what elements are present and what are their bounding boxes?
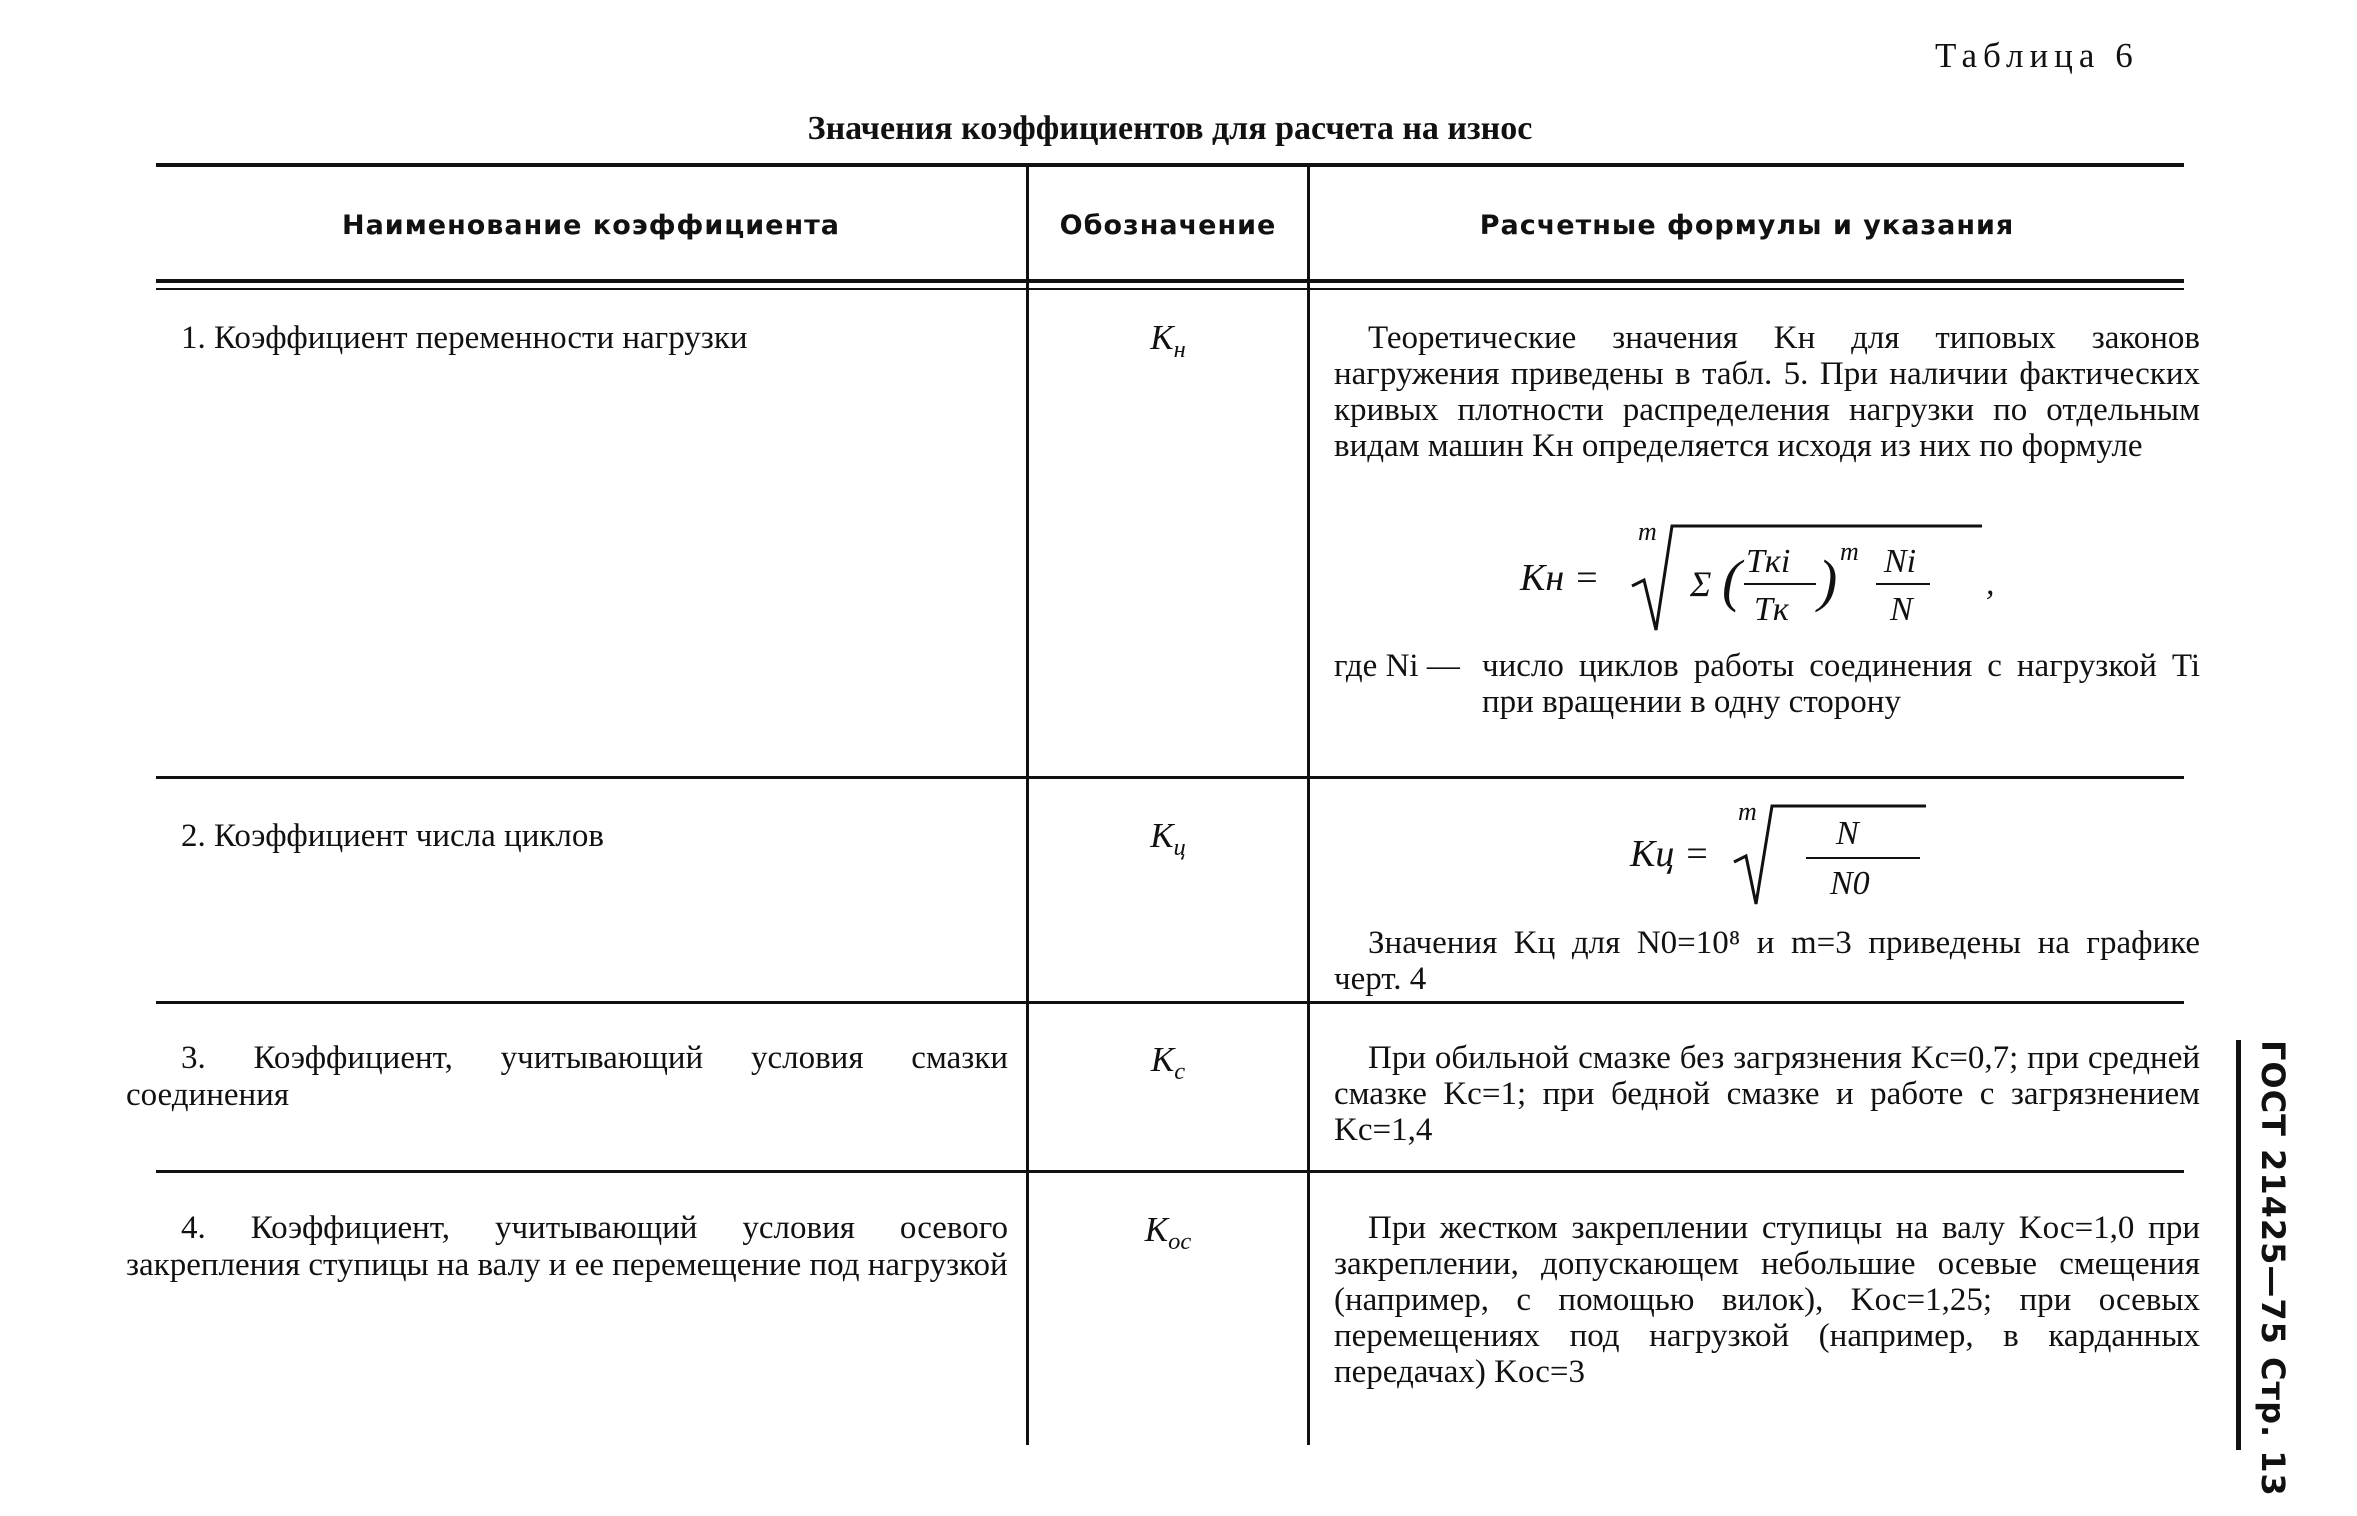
row1-where-text: число циклов работы соединения с нагрузкой Ti при вращении в одну сторону bbox=[1482, 648, 2200, 720]
row3-symbol: $K_с$ bbox=[1150, 1040, 1186, 1085]
row2-formula-denominator: N0 bbox=[1830, 865, 1870, 902]
row1-formula-lhs: Kн = bbox=[1520, 557, 1600, 599]
row1-where bbox=[1334, 648, 2200, 720]
table-number-label: Таблица 6 bbox=[1935, 36, 2139, 75]
row1-where-lead: где Ni — bbox=[1334, 648, 1460, 684]
table-title: Значения коэффициентов для расчета на износ bbox=[807, 110, 1533, 147]
row3-text: При обильной смазке без загрязнения Kс=0,7; при средней смазке Kс=1; при бедной смазке и работе с загрязнением Kс=1,4 bbox=[1334, 1040, 2200, 1148]
header-rule-thick bbox=[156, 279, 2184, 283]
side-caption: ГОСТ 21425—75 Стр. 13 bbox=[2254, 1040, 2292, 1497]
row4-text: При жестком закреплении ступицы на валу Kос=1,0 при закреплении, допускающем небольшие осевые смещения (например, с помощью вилок), Kос=1,25; при осевых перемещениях под нагрузкой (например, в карданных передачах) Kос=3 bbox=[1334, 1210, 2200, 1390]
row1-formula-close-paren: ) bbox=[1818, 548, 1838, 613]
row1-formula-tail: , bbox=[1986, 565, 1995, 602]
row2-name: 2. Коэффициент числа циклов bbox=[181, 818, 604, 854]
row1-formula-denominator: Tк bbox=[1754, 591, 1789, 628]
row1-formula-root-index: m bbox=[1638, 517, 1657, 546]
row2-formula-numerator: N bbox=[1836, 815, 1859, 852]
row1-formula-frac2-num: Ni bbox=[1884, 543, 1917, 580]
row2-formula bbox=[1630, 797, 1930, 920]
top-rule bbox=[156, 163, 2184, 167]
header-formulas: Расчетные формулы и указания bbox=[1479, 210, 2015, 241]
row1-formula-numerator: Tкi bbox=[1746, 543, 1791, 580]
row3-name: 3. Коэффициент, учитывающий условия смазки соединения bbox=[126, 1040, 1008, 1113]
row4-symbol: $K_{ос}$ bbox=[1144, 1210, 1192, 1255]
row4-name: 4. Коэффициент, учитывающий условия осевого закрепления ступицы на валу и ее перемещение под нагрузкой bbox=[126, 1210, 1008, 1283]
row1-formula-frac2-den: N bbox=[1890, 591, 1913, 628]
row1-name: 1. Коэффициент переменности нагрузки bbox=[181, 320, 748, 356]
row2-formula-lhs: Kц = bbox=[1630, 833, 1710, 875]
column-divider-2 bbox=[1307, 167, 1310, 1445]
row1-formula-sum: Σ bbox=[1690, 564, 1712, 604]
side-caption-bar bbox=[2236, 1040, 2241, 1450]
row1-radical-sign bbox=[1632, 526, 1982, 630]
row-divider-3 bbox=[156, 1170, 2184, 1173]
row1-formula-graphic bbox=[1520, 517, 2000, 640]
row1-formula bbox=[1520, 517, 2000, 650]
header-name: Наименование коэффициента bbox=[341, 210, 841, 241]
row1-text: Теоретические значения Kн для типовых законов нагружения приведены в табл. 5. При наличии фактических кривых плотности распределения нагрузки по отдельным видам машин Kн определяется исходя из них по формуле bbox=[1334, 320, 2200, 464]
header-symbol: Обозначение bbox=[1059, 210, 1277, 241]
row2-text: Значения Kц для N0=10⁸ и m=3 приведены на графике черт. 4 bbox=[1334, 925, 2200, 997]
row2-formula-graphic bbox=[1630, 797, 1930, 910]
row-divider-2 bbox=[156, 1001, 2184, 1004]
row2-symbol: $K_ц$ bbox=[1150, 816, 1186, 861]
row1-formula-open-paren: ( bbox=[1722, 548, 1742, 613]
row1-symbol: $K_н$ bbox=[1150, 318, 1186, 363]
column-divider-1 bbox=[1026, 167, 1029, 1445]
row1-formula-power: m bbox=[1840, 537, 1859, 566]
row2-formula-root-index: m bbox=[1738, 797, 1757, 826]
row-divider-1 bbox=[156, 776, 2184, 779]
header-rule-thin bbox=[156, 288, 2184, 290]
